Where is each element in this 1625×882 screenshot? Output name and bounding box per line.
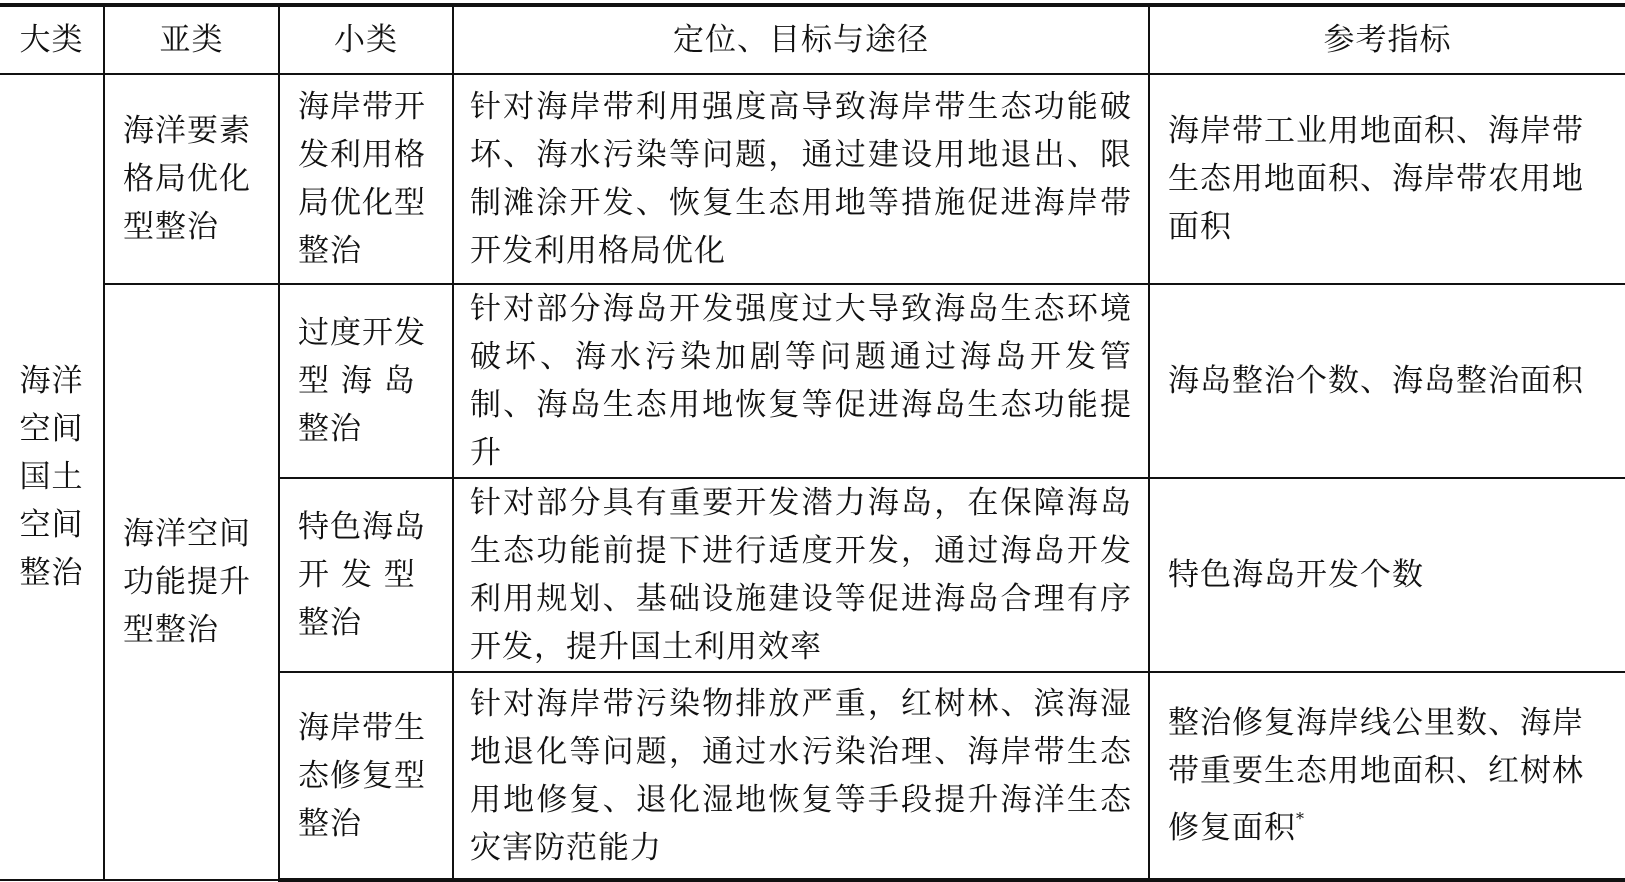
- table-header-row: [0, 5, 1625, 74]
- description-cell: 针对部分海岛开发强度过大导致海岛生态环境破坏、海水污染加剧等问题通过海岛开发管制、海岛生态用地恢复等促进海岛生态功能提升: [453, 284, 1149, 478]
- indicator-cell: 海岸带工业用地面积、海岸带生态用地面积、海岸带农用地面积: [1149, 74, 1625, 284]
- table-row: [0, 284, 1625, 478]
- footnote-mark: *: [1296, 809, 1305, 828]
- description-cell: 针对部分具有重要开发潜力海岛，在保障海岛生态功能前提下进行适度开发，通过海岛开发利用规划、基础设施建设等促进海岛合理有序开发，提升国土利用效率: [453, 478, 1149, 672]
- minor-category-cell: 特色海岛开 发 型整治: [279, 478, 453, 672]
- indicator-text: 整治修复海岸线公里数、海岸带重要生态用地面积、红树林修复面积: [1168, 705, 1584, 846]
- major-category-cell: [0, 74, 104, 880]
- major-category-text: 海洋空间国土空间整治: [19, 363, 84, 591]
- header-positioning-goal-approach: 定位、目标与途径: [453, 5, 1149, 74]
- header-subcategory: 亚类: [104, 5, 279, 74]
- minor-category-cell: 海岸带生态修复型整治: [279, 672, 453, 880]
- subcategory-cell: 海洋空间功能提升型整治: [104, 284, 279, 880]
- indicator-cell: [1149, 672, 1625, 880]
- description-cell: 针对海岸带污染物排放严重，红树林、滨海湿地退化等问题，通过水污染治理、海岸带生态用地修复、退化湿地恢复等手段提升海洋生态灾害防范能力: [453, 672, 1149, 880]
- header-minor-category: 小类: [279, 5, 453, 74]
- classification-table: [0, 3, 1625, 882]
- description-cell: 针对海岸带利用强度高导致海岸带生态功能破坏、海水污染等问题，通过建设用地退出、限制滩涂开发、恢复生态用地等措施促进海岸带开发利用格局优化: [453, 74, 1149, 284]
- indicator-cell: 特色海岛开发个数: [1149, 478, 1625, 672]
- subcategory-cell: 海洋要素格局优化型整治: [104, 74, 279, 284]
- table-row: [0, 74, 1625, 284]
- header-major-category: 大类: [0, 5, 104, 74]
- minor-category-cell: 海岸带开发利用格局优化型整治: [279, 74, 453, 284]
- minor-category-cell: 过度开发型 海 岛整治: [279, 284, 453, 478]
- header-reference-indicator: 参考指标: [1149, 5, 1625, 74]
- indicator-cell: 海岛整治个数、海岛整治面积: [1149, 284, 1625, 478]
